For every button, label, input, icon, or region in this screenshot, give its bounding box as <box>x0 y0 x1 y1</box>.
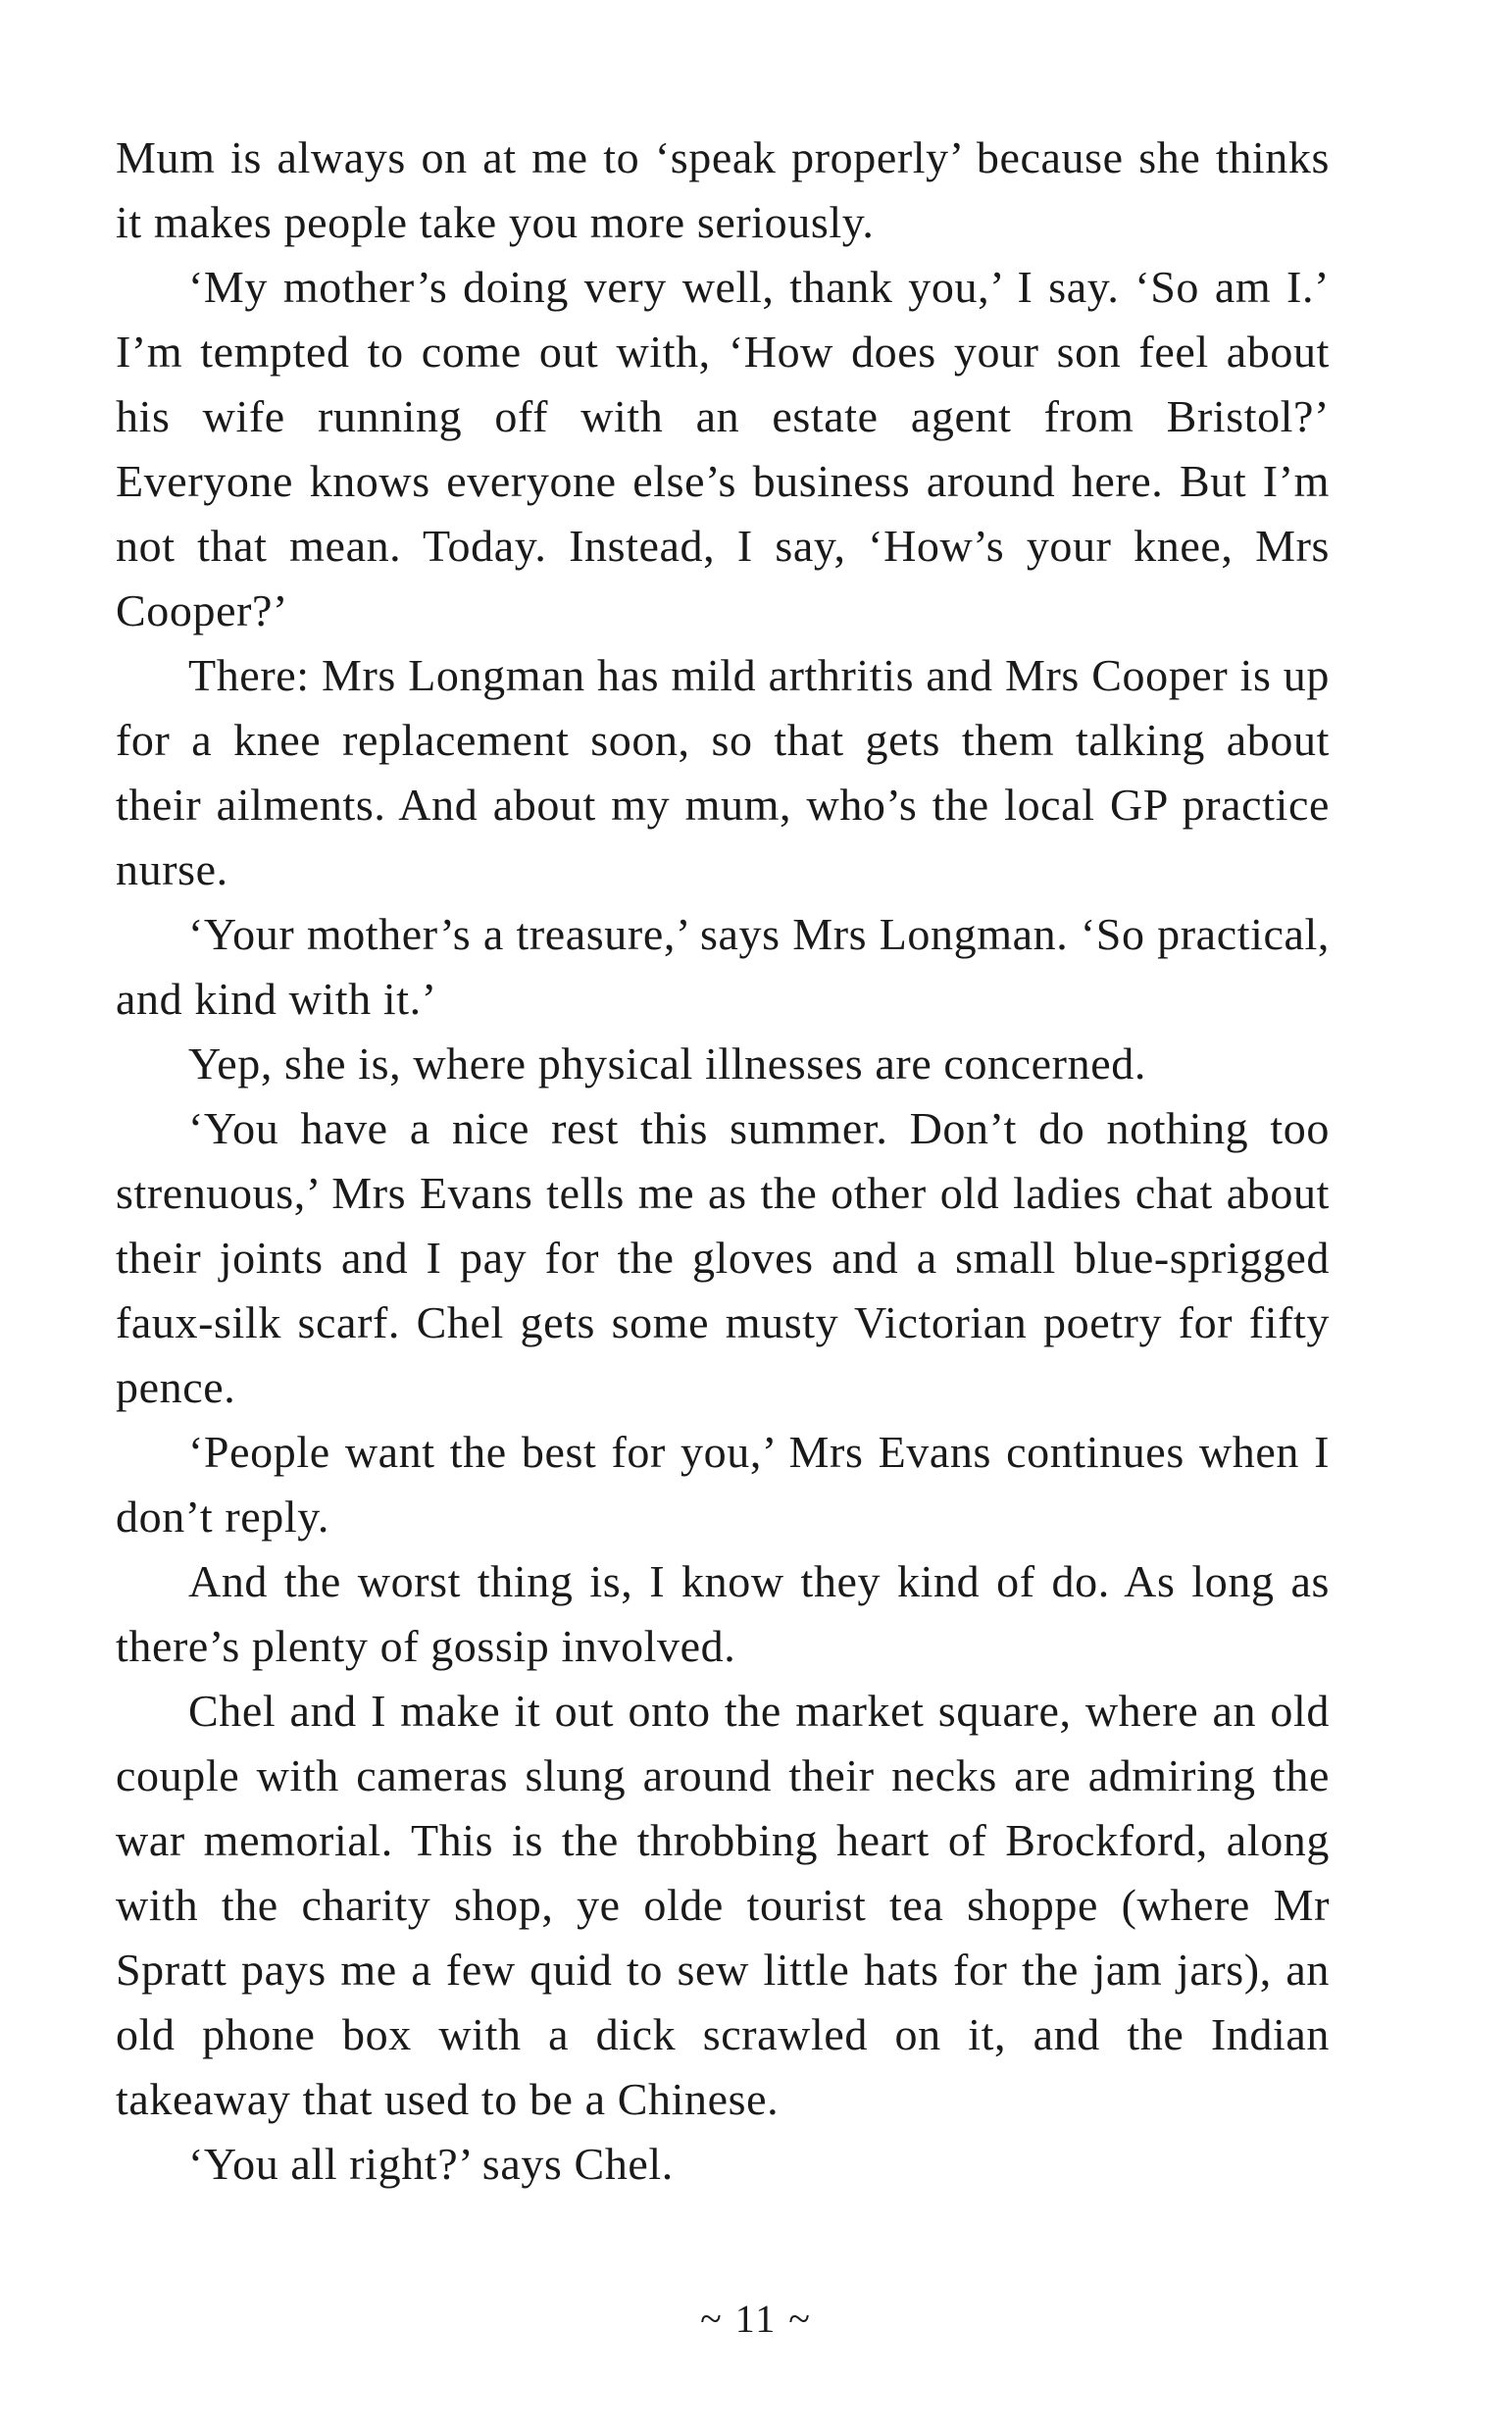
paragraph: And the worst thing is, I know they kind of do. As long as there’s plenty of gossip involved. <box>116 1556 1330 1671</box>
paragraph: Yep, she is, where physical illnesses are concerned. <box>188 1038 1146 1088</box>
paragraph: ‘My mother’s doing very well, thank you,’ I say. ‘So am I.’ I’m tempted to come out with, ‘How does your son feel about his wife running off with an estate agent from Bristol?’ Everyone knows everyone else’s business around here. But I’m not that mean. Today. Instead, I say, ‘How’s your knee, Mrs Cooper?’ <box>116 262 1330 635</box>
page-number: ~ 11 ~ <box>700 2297 812 2341</box>
paragraph: ‘People want the best for you,’ Mrs Evans continues when I don’t reply. <box>116 1427 1330 1542</box>
paragraph: ‘Your mother’s a treasure,’ says Mrs Longman. ‘So practical, and kind with it.’ <box>116 909 1330 1024</box>
paragraph: Chel and I make it out onto the market square, where an old couple with cameras slung around their necks are admiring the war memorial. This is the throbbing heart of Brockford, along with the charity shop, ye olde tourist tea shoppe (where Mr Spratt pays me a few quid to sew little hats for the jam jars), an old phone box with a dick scrawled on it, and the Indian takeaway that used to be a Chinese. <box>116 1686 1330 2124</box>
body-text <box>116 126 1330 2197</box>
paragraph: There: Mrs Longman has mild arthritis and Mrs Cooper is up for a knee replacement soon, so that gets them talking about their ailments. And about my mum, who’s the local GP practice nurse. <box>116 650 1330 894</box>
paragraph: ‘You all right?’ says Chel. <box>188 2139 674 2189</box>
paragraph: Mum is always on at me to ‘speak properly’ because she thinks it makes people take you more seriously. <box>116 132 1330 247</box>
paragraph: ‘You have a nice rest this summer. Don’t do nothing too strenuous,’ Mrs Evans tells me as the other old ladies chat about their joints and I pay for the gloves and a small blue-sprigged faux-silk scarf. Chel gets some musty Victorian poetry for fifty pence. <box>116 1103 1330 1412</box>
